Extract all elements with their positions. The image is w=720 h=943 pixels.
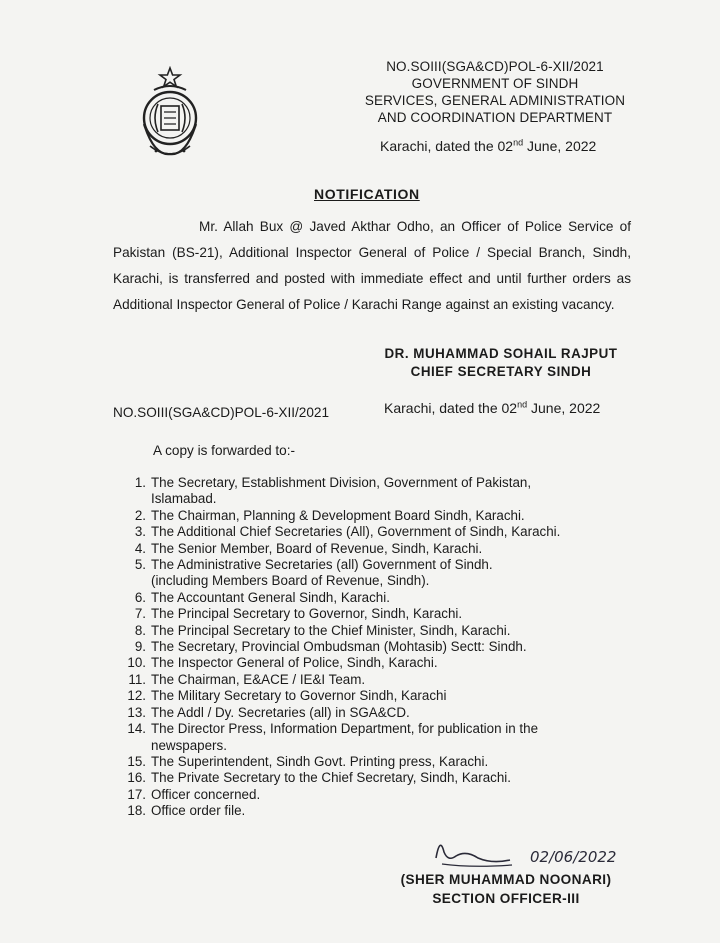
list-item-line: The Addl / Dy. Secretaries (all) in SGA&CD. bbox=[151, 704, 410, 720]
list-item bbox=[122, 705, 592, 721]
list-item-line: Office order file. bbox=[151, 803, 246, 819]
list-item-line: The Administrative Secretaries (all) Government of Sindh. bbox=[151, 557, 493, 573]
list-item bbox=[122, 623, 592, 639]
list-item-line: The Additional Chief Secretaries (All), Government of Sindh, Karachi. bbox=[151, 524, 561, 540]
list-item-number: 10. bbox=[127, 655, 146, 671]
sindh-government-emblem-icon bbox=[134, 66, 206, 162]
list-item-text bbox=[151, 770, 592, 786]
list-item-number: 4. bbox=[134, 540, 146, 556]
list-item-text bbox=[151, 721, 592, 754]
list-item bbox=[122, 672, 592, 688]
copy-date: Karachi, dated the 02nd June, 2022 bbox=[384, 399, 601, 416]
distribution-list bbox=[122, 475, 592, 820]
list-item-text bbox=[151, 590, 592, 606]
letterhead-department-line1: SERVICES, GENERAL ADMINISTRATION bbox=[364, 93, 626, 108]
list-item-number: 8. bbox=[134, 622, 146, 638]
list-item bbox=[122, 721, 592, 754]
list-item-number: 18. bbox=[127, 803, 146, 819]
list-item bbox=[122, 754, 592, 770]
list-item-line: The Secretary, Establishment Division, Government of Pakistan, bbox=[151, 475, 532, 490]
list-item-line: The Principal Secretary to the Chief Minister, Sindh, Karachi. bbox=[151, 622, 511, 638]
list-item-line: The Private Secretary to the Chief Secretary, Sindh, Karachi. bbox=[151, 770, 511, 786]
reference-number: NO.SOIII(SGA&CD)POL-6-XII/2021 bbox=[386, 59, 604, 74]
list-item-text bbox=[151, 606, 592, 622]
list-item-text bbox=[151, 475, 592, 508]
list-item-number: 16. bbox=[127, 770, 146, 786]
chief-secretary-block bbox=[376, 345, 626, 381]
letterhead-government: GOVERNMENT OF SINDH bbox=[411, 76, 579, 91]
chief-secretary-name: DR. MUHAMMAD SOHAIL RAJPUT bbox=[384, 346, 618, 361]
list-item bbox=[122, 787, 592, 803]
list-item bbox=[122, 475, 592, 508]
list-item-line: newspapers. bbox=[151, 737, 227, 753]
chief-secretary-designation: CHIEF SECRETARY SINDH bbox=[410, 364, 592, 379]
list-item-line: Officer concerned. bbox=[151, 786, 261, 802]
list-item bbox=[122, 655, 592, 671]
list-item-text bbox=[151, 508, 592, 524]
list-item-number: 9. bbox=[134, 639, 146, 655]
list-item bbox=[122, 590, 592, 606]
list-item-text bbox=[151, 672, 592, 688]
list-item-number: 1. bbox=[134, 475, 146, 490]
list-item-text bbox=[151, 803, 592, 819]
list-item-number: 17. bbox=[127, 786, 146, 802]
section-officer-name: (SHER MUHAMMAD NOONARI) bbox=[400, 872, 612, 887]
section-officer-block bbox=[376, 870, 636, 908]
list-item-text bbox=[151, 623, 592, 639]
list-item-text bbox=[151, 688, 592, 704]
list-item-number: 15. bbox=[127, 753, 146, 769]
list-item-number: 11. bbox=[128, 671, 146, 687]
list-item-line: The Chairman, Planning & Development Board Sindh, Karachi. bbox=[151, 507, 525, 523]
list-item bbox=[122, 541, 592, 557]
list-item-line: The Superintendent, Sindh Govt. Printing press, Karachi. bbox=[151, 753, 489, 769]
list-item bbox=[122, 508, 592, 524]
list-item-line: The Senior Member, Board of Revenue, Sindh, Karachi. bbox=[151, 540, 483, 556]
copy-forwarded-intro: A copy is forwarded to:- bbox=[153, 443, 296, 458]
list-item bbox=[122, 524, 592, 540]
list-item-number: 7. bbox=[134, 606, 146, 622]
list-item-text bbox=[151, 787, 592, 803]
issue-date: Karachi, dated the 02nd June, 2022 bbox=[380, 137, 597, 154]
list-item-line: The Chairman, E&ACE / IE&I Team. bbox=[151, 671, 366, 687]
list-item-text bbox=[151, 541, 592, 557]
list-item-line: Islamabad. bbox=[151, 491, 217, 507]
letterhead bbox=[350, 58, 640, 126]
copy-reference-number: NO.SOIII(SGA&CD)POL-6-XII/2021 bbox=[113, 405, 330, 420]
list-item bbox=[122, 770, 592, 786]
list-item bbox=[122, 688, 592, 704]
list-item-number: 12. bbox=[127, 688, 146, 704]
list-item-number: 13. bbox=[127, 704, 146, 720]
list-item-text bbox=[151, 754, 592, 770]
list-item-number: 5. bbox=[134, 557, 146, 573]
section-officer-designation: SECTION OFFICER-III bbox=[432, 891, 580, 906]
list-item-line: The Accountant General Sindh, Karachi. bbox=[151, 589, 390, 605]
list-item-number: 6. bbox=[134, 589, 146, 605]
list-item-text bbox=[151, 705, 592, 721]
list-item bbox=[122, 557, 592, 590]
list-item-line: The Secretary, Provincial Ombudsman (Mohtasib) Sectt: Sindh. bbox=[151, 639, 527, 655]
list-item-line: (including Members Board of Revenue, Sindh). bbox=[151, 573, 430, 589]
list-item bbox=[122, 639, 592, 655]
signature-date: 02/06/2022 bbox=[530, 848, 617, 866]
list-item-line: The Inspector General of Police, Sindh, Karachi. bbox=[151, 655, 438, 671]
letterhead-department-line2: AND COORDINATION DEPARTMENT bbox=[377, 110, 613, 125]
list-item-line: The Director Press, Information Department, for publication in the bbox=[151, 721, 539, 737]
list-item bbox=[122, 803, 592, 819]
signature-mark bbox=[432, 828, 642, 870]
list-item-number: 2. bbox=[134, 507, 146, 523]
list-item bbox=[122, 606, 592, 622]
list-item-text bbox=[151, 524, 592, 540]
list-item-line: The Principal Secretary to Governor, Sindh, Karachi. bbox=[151, 606, 463, 622]
list-item-line: The Military Secretary to Governor Sindh, Karachi bbox=[151, 688, 447, 704]
list-item-text bbox=[151, 557, 592, 590]
notification-title: NOTIFICATION bbox=[314, 186, 420, 202]
list-item-number: 3. bbox=[134, 524, 146, 540]
notification-body-text: Mr. Allah Bux @ Javed Akthar Odho, an Officer of Police Service of Pakistan (BS-21), Additional Inspector General of Police / Special Branch, Sindh, Karachi, is transferred and posted with immediate effect and until further orders as Additional Inspector General of Police / Karachi Range against an existing vacancy. bbox=[113, 219, 631, 312]
list-item-number: 14. bbox=[127, 721, 146, 737]
list-item-text bbox=[151, 655, 592, 671]
notification-body bbox=[113, 214, 631, 318]
list-item-text bbox=[151, 639, 592, 655]
